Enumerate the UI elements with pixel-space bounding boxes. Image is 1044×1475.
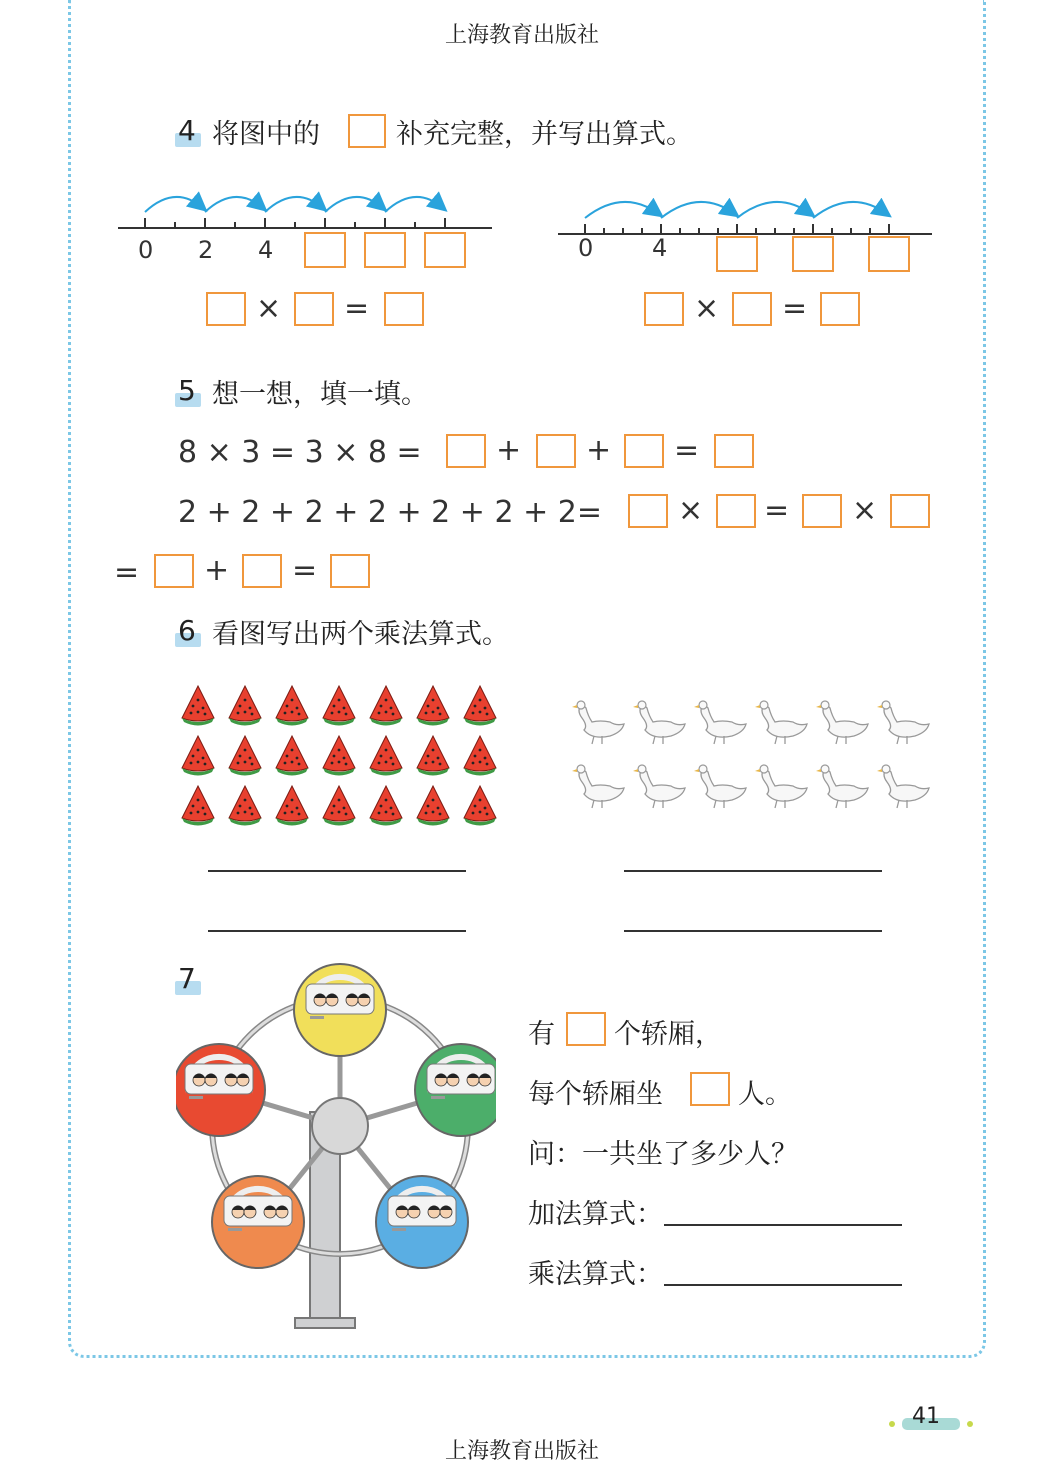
question-6-text: 看图写出两个乘法算式。 xyxy=(212,619,509,650)
answer-box[interactable] xyxy=(716,494,756,528)
per-cabin-text-start: 每个轿厢坐 xyxy=(528,1079,663,1110)
question-6-number: 6 xyxy=(178,614,196,647)
times-sign: × xyxy=(256,291,282,326)
answer-line[interactable] xyxy=(624,930,882,932)
goose-icon xyxy=(572,765,624,808)
cabin-count-text-end: 个轿厢， xyxy=(614,1019,722,1050)
equals-sign: = xyxy=(292,553,318,588)
times-sign: × xyxy=(678,493,704,528)
watermelon-icon xyxy=(276,786,308,826)
goose-icon xyxy=(755,765,807,808)
answer-box[interactable] xyxy=(424,232,466,268)
equals-sign: = xyxy=(344,291,370,326)
watermelon-icon xyxy=(229,786,261,826)
answer-box[interactable] xyxy=(690,1072,730,1106)
answer-box[interactable] xyxy=(802,494,842,528)
goose-icon xyxy=(572,701,624,744)
watermelon-icon xyxy=(182,736,214,776)
equals-sign: = xyxy=(674,433,700,468)
answer-box[interactable] xyxy=(566,1012,606,1046)
plus-sign: + xyxy=(496,433,522,468)
answer-box[interactable] xyxy=(868,236,910,272)
question-7-number: 7 xyxy=(178,962,196,995)
answer-box[interactable] xyxy=(536,434,576,468)
cabin-icon xyxy=(176,1044,265,1136)
answer-box[interactable] xyxy=(242,554,282,588)
watermelon-icon xyxy=(276,686,308,726)
watermelon-grid xyxy=(176,680,506,830)
number-line-right xyxy=(552,188,937,243)
tick-label-4: 4 xyxy=(258,236,274,264)
answer-box[interactable] xyxy=(820,292,860,326)
watermelon-icon xyxy=(182,686,214,726)
addition-answer-line[interactable] xyxy=(664,1224,902,1226)
watermelon-icon xyxy=(370,736,402,776)
goose-grid xyxy=(570,696,940,816)
question-5-text: 想一想，填一填。 xyxy=(212,379,428,410)
plus-sign: + xyxy=(204,553,230,588)
goose-icon xyxy=(694,765,746,808)
goose-icon xyxy=(877,701,929,744)
watermelon-icon xyxy=(323,786,355,826)
tick-label-2: 2 xyxy=(198,236,214,264)
watermelon-icon xyxy=(276,736,308,776)
tick-label-0: 0 xyxy=(138,236,154,264)
goose-icon xyxy=(755,701,807,744)
watermelon-icon xyxy=(464,786,496,826)
watermelon-icon xyxy=(417,786,449,826)
answer-box[interactable] xyxy=(206,292,246,326)
answer-box[interactable] xyxy=(624,434,664,468)
answer-line[interactable] xyxy=(208,930,466,932)
page-number: 41 xyxy=(912,1404,940,1429)
multiplication-label: 乘法算式： xyxy=(528,1259,663,1290)
answer-box[interactable] xyxy=(890,494,930,528)
watermelon-icon xyxy=(464,686,496,726)
watermelon-icon xyxy=(182,786,214,826)
question-5-number: 5 xyxy=(178,374,196,407)
plus-sign: + xyxy=(586,433,612,468)
goose-icon xyxy=(816,701,868,744)
per-cabin-text-end: 人。 xyxy=(738,1079,792,1110)
watermelon-icon xyxy=(323,686,355,726)
answer-box[interactable] xyxy=(628,494,668,528)
equation-line-2-prefix: 2 + 2 + 2 + 2 + 2 + 2 + 2= xyxy=(178,495,602,530)
watermelon-icon xyxy=(464,736,496,776)
cabin-icon xyxy=(212,1176,304,1268)
question-text: 问：一共坐了多少人？ xyxy=(528,1139,798,1170)
goose-icon xyxy=(816,765,868,808)
goose-icon xyxy=(877,765,929,808)
equation-line-1-prefix: 8 × 3 = 3 × 8 = xyxy=(178,435,422,470)
watermelon-icon xyxy=(417,686,449,726)
watermelon-icon xyxy=(323,736,355,776)
header-publisher: 上海教育出版社 xyxy=(444,23,599,48)
answer-box[interactable] xyxy=(644,292,684,326)
cabin-count-text-start: 有 xyxy=(528,1019,555,1050)
answer-line[interactable] xyxy=(624,870,882,872)
watermelon-icon xyxy=(370,786,402,826)
answer-box[interactable] xyxy=(294,292,334,326)
answer-box[interactable] xyxy=(716,236,758,272)
answer-box[interactable] xyxy=(446,434,486,468)
goose-icon xyxy=(633,765,685,808)
multiplication-answer-line[interactable] xyxy=(664,1284,902,1286)
goose-icon xyxy=(633,701,685,744)
equals-sign: = xyxy=(764,493,790,528)
equals-sign: = xyxy=(114,555,140,590)
answer-box[interactable] xyxy=(304,232,346,268)
answer-box[interactable] xyxy=(364,232,406,268)
ferris-wheel-illustration xyxy=(176,962,496,1334)
times-sign: × xyxy=(852,493,878,528)
tick-label-0: 0 xyxy=(578,234,594,262)
answer-box[interactable] xyxy=(330,554,370,588)
footer-publisher: 上海教育出版社 xyxy=(444,1439,599,1464)
cabin-icon xyxy=(415,1044,496,1136)
watermelon-icon xyxy=(417,736,449,776)
watermelon-icon xyxy=(229,686,261,726)
answer-box[interactable] xyxy=(154,554,194,588)
times-sign: × xyxy=(694,291,720,326)
answer-box[interactable] xyxy=(714,434,754,468)
addition-label: 加法算式： xyxy=(528,1199,663,1230)
answer-box[interactable] xyxy=(732,292,772,326)
cabin-icon xyxy=(376,1176,468,1268)
watermelon-icon xyxy=(229,736,261,776)
question-4-text-start: 将图中的 xyxy=(212,119,320,150)
sample-answer-box xyxy=(348,114,386,148)
cabin-icon xyxy=(294,964,386,1056)
tick-label-4: 4 xyxy=(652,234,668,262)
goose-icon xyxy=(694,701,746,744)
equals-sign: = xyxy=(782,291,808,326)
question-4-text-end: 补充完整，并写出算式。 xyxy=(396,119,693,150)
answer-line[interactable] xyxy=(208,870,466,872)
answer-box[interactable] xyxy=(384,292,424,326)
question-4-number: 4 xyxy=(178,114,196,147)
watermelon-icon xyxy=(370,686,402,726)
answer-box[interactable] xyxy=(792,236,834,272)
